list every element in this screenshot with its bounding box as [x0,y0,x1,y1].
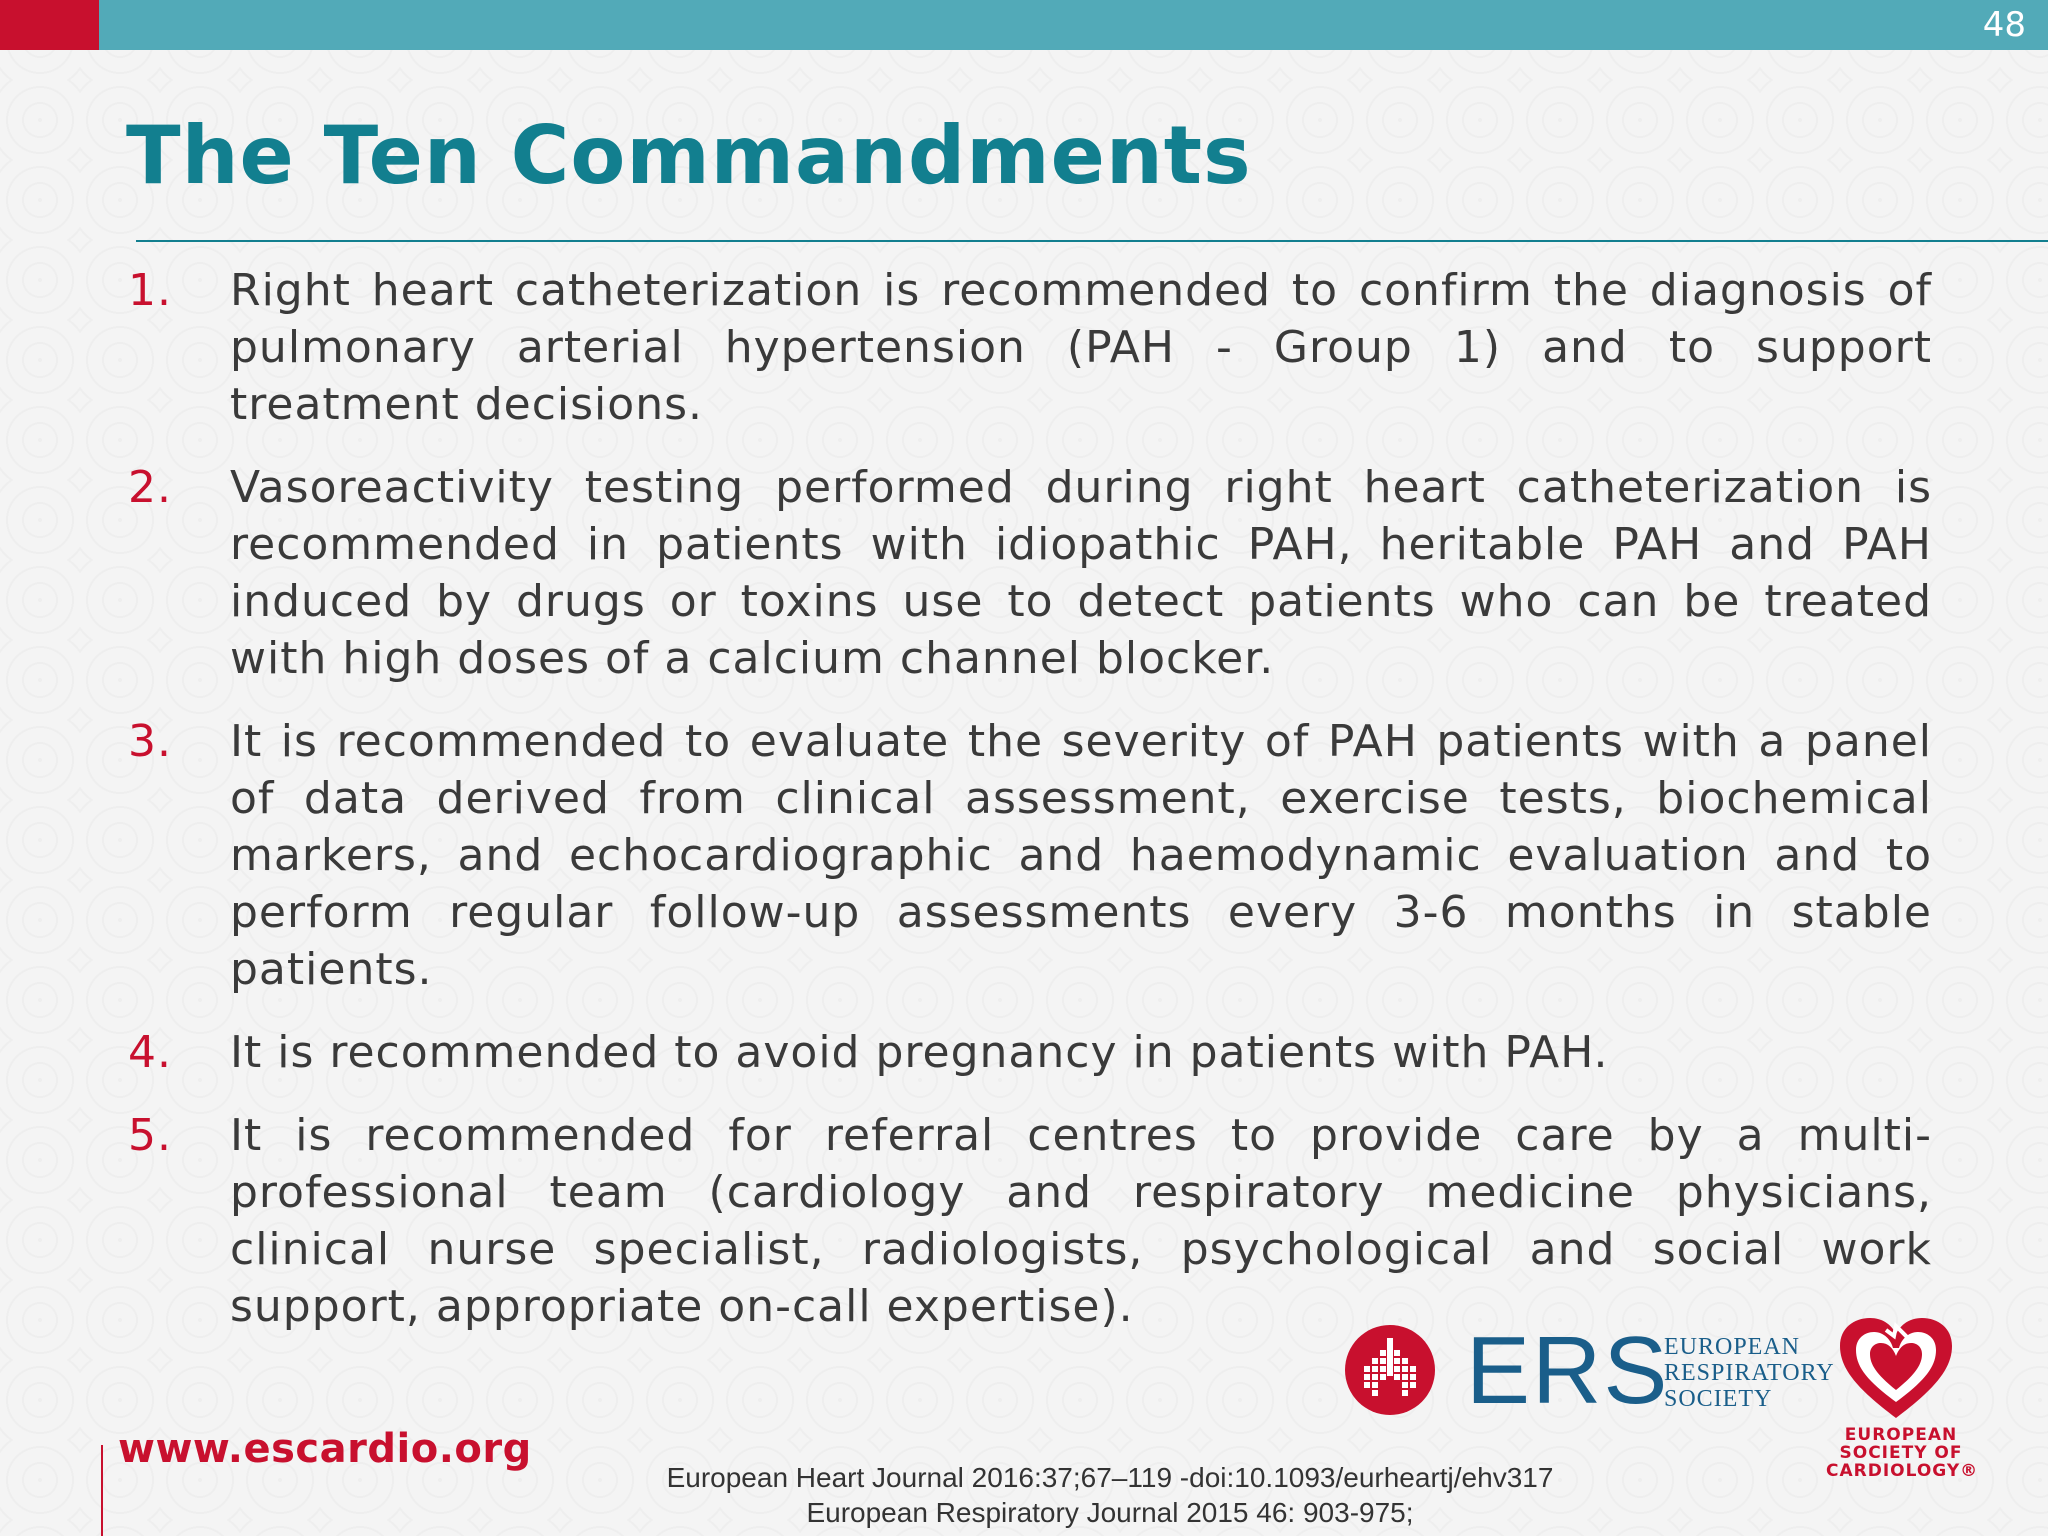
list-item [128,262,1932,433]
citation-erj: European Respiratory Journal 2015 46: 903-975; [806,1497,1414,1528]
item-number: 5. [128,1110,172,1161]
ers-logo-text: ERS [1466,1317,1670,1424]
slide-number: 48 [1982,5,2026,45]
item-text: It is recommended to avoid pregnancy in patients with PAH. [230,1027,1609,1078]
title-divider [136,240,2048,242]
ers-name-line: SOCIETY [1664,1386,1773,1412]
esc-name-line: SOCIETY OF [1839,1443,1963,1463]
footer-left-rule [101,1445,103,1536]
item-text: Right heart catheterization is recommended to confirm the diagnosis of pulmonary arterial hypertension (PAH - Group 1) and to support treatment decisions. [230,265,1932,430]
list-item [128,459,1932,687]
ers-lungs-icon [1344,1324,1436,1416]
item-number: 4. [128,1027,172,1078]
item-number: 2. [128,462,172,513]
commandments-list [128,262,1932,1361]
citation-ehj: European Heart Journal 2016:37;67–119 -doi:10.1093/eurheartj/ehv317 [666,1462,1554,1493]
item-number: 3. [128,716,172,767]
list-item [128,1024,1932,1081]
ers-full-name [1664,1334,1835,1412]
item-number: 1. [128,265,172,316]
esc-name-line: EUROPEAN [1844,1425,1958,1445]
item-text: It is recommended to evaluate the severity of PAH patients with a panel of data derived from clinical assessment, exercise tests, biochemical markers, and echocardiographic and haemodynamic evaluation and to perform regular follow-up assessments every 3-6 months in stable patients. [230,716,1932,995]
citations [660,1460,1560,1530]
slide-title: The Ten Commandments [126,109,1252,202]
ers-name-line: RESPIRATORY [1664,1360,1835,1386]
ers-name-line: EUROPEAN [1664,1334,1801,1360]
esc-full-name [1826,1425,1979,1481]
list-item [128,1107,1932,1335]
escardio-link[interactable]: www.escardio.org [118,1426,532,1472]
item-text: Vasoreactivity testing performed during right heart catheterization is recommended in patients with idiopathic PAH, heritable PAH and PAH induced by drugs or toxins use to detect patients who can be treated with high doses of a calcium channel blocker. [230,462,1932,684]
esc-heart-icon [1836,1314,1956,1426]
header-accent-block [0,0,99,50]
header-bar [0,0,2048,50]
esc-name-line: CARDIOLOGY® [1826,1461,1979,1481]
list-item [128,713,1932,998]
item-text: It is recommended for referral centres to provide care by a multi-professional team (cardiology and respiratory medicine physicians, clinical nurse specialist, radiologists, psychological and social work support, appropriate on-call expertise). [230,1110,1932,1332]
